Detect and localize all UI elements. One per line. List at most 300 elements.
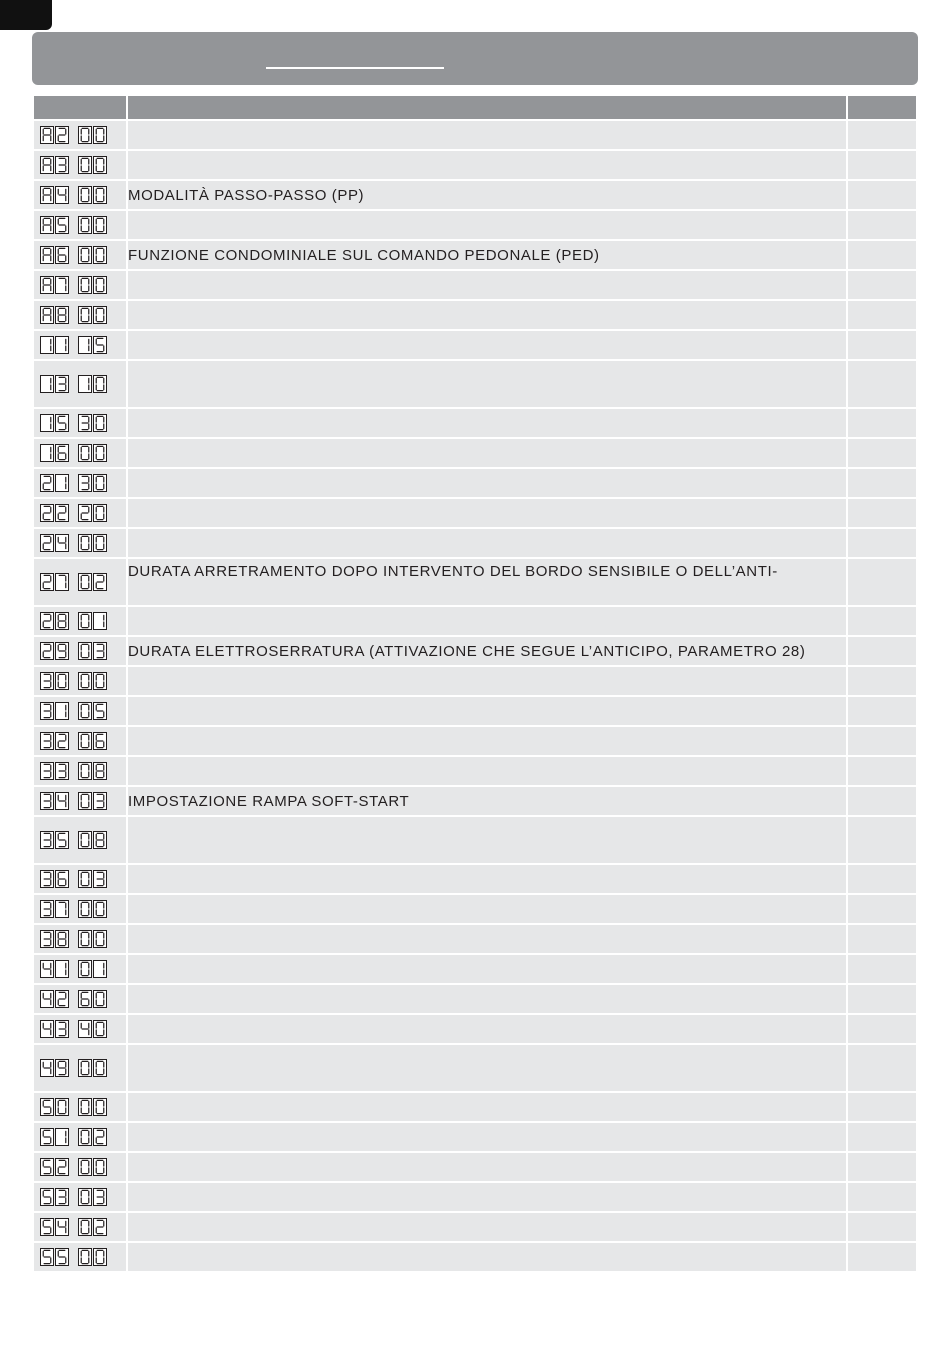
lcd-display — [34, 792, 126, 810]
parameter-code-cell — [34, 1045, 126, 1091]
seven-segment-digit — [40, 930, 54, 948]
seven-segment-digit — [40, 1098, 54, 1116]
parameter-value-display — [78, 642, 107, 660]
seven-segment-digit — [40, 573, 54, 591]
seven-segment-digit — [40, 534, 54, 552]
seven-segment-digit — [55, 216, 69, 234]
lcd-display — [34, 870, 126, 888]
parameter-code-cell — [34, 1213, 126, 1241]
parameter-code-display — [40, 1218, 69, 1236]
table-row — [34, 151, 916, 179]
parameter-description — [128, 1213, 846, 1241]
parameter-extra-cell — [848, 925, 916, 953]
seven-segment-digit — [93, 732, 107, 750]
parameter-code-cell — [34, 1243, 126, 1271]
parameter-code-display — [40, 414, 69, 432]
seven-segment-digit — [93, 792, 107, 810]
seven-segment-digit — [93, 1020, 107, 1038]
parameter-code-cell — [34, 1093, 126, 1121]
seven-segment-digit — [78, 1059, 92, 1077]
seven-segment-digit — [40, 474, 54, 492]
table-row — [34, 865, 916, 893]
seven-segment-digit — [93, 573, 107, 591]
parameter-value-display — [78, 186, 107, 204]
seven-segment-digit — [40, 1158, 54, 1176]
table-row — [34, 895, 916, 923]
parameter-description — [128, 1153, 846, 1181]
table-row — [34, 757, 916, 785]
parameter-code-cell — [34, 1153, 126, 1181]
table-row — [34, 559, 916, 605]
parameter-code-cell — [34, 529, 126, 557]
parameter-code-cell — [34, 865, 126, 893]
table-row — [34, 529, 916, 557]
lcd-display — [34, 1248, 126, 1266]
page-corner-tab — [0, 0, 52, 30]
seven-segment-digit — [93, 504, 107, 522]
table-row — [34, 985, 916, 1013]
lcd-display — [34, 156, 126, 174]
seven-segment-digit — [78, 762, 92, 780]
lcd-display — [34, 573, 126, 591]
lcd-display — [34, 1059, 126, 1077]
lcd-display — [34, 1020, 126, 1038]
parameter-description — [128, 151, 846, 179]
seven-segment-digit — [55, 1098, 69, 1116]
parameter-extra-cell — [848, 727, 916, 755]
parameter-code-display — [40, 156, 69, 174]
seven-segment-digit — [78, 1188, 92, 1206]
parameter-description — [128, 1123, 846, 1151]
parameter-extra-cell — [848, 757, 916, 785]
parameter-description: DURATA ARRETRAMENTO DOPO INTERVENTO DEL BORDO SENSIBILE O DELL’ANTI- — [128, 559, 846, 605]
table-row — [34, 331, 916, 359]
parameter-code-cell — [34, 817, 126, 863]
parameter-code-cell — [34, 1123, 126, 1151]
seven-segment-digit — [78, 336, 92, 354]
seven-segment-digit — [40, 246, 54, 264]
parameter-description — [128, 955, 846, 983]
parameter-value-display — [78, 306, 107, 324]
parameter-extra-cell — [848, 1183, 916, 1211]
lcd-display — [34, 126, 126, 144]
table-row — [34, 667, 916, 695]
parameter-description — [128, 271, 846, 299]
parameter-code-cell — [34, 757, 126, 785]
seven-segment-digit — [40, 792, 54, 810]
seven-segment-digit — [40, 306, 54, 324]
seven-segment-digit — [93, 216, 107, 234]
header-cell-description — [128, 96, 846, 119]
seven-segment-digit — [55, 1128, 69, 1146]
seven-segment-digit — [78, 156, 92, 174]
seven-segment-digit — [55, 870, 69, 888]
parameter-description — [128, 727, 846, 755]
parameter-code-cell — [34, 211, 126, 239]
seven-segment-digit — [93, 375, 107, 393]
seven-segment-digit — [55, 1020, 69, 1038]
parameter-code-display — [40, 1248, 69, 1266]
parameter-code-cell — [34, 727, 126, 755]
parameter-extra-cell — [848, 529, 916, 557]
seven-segment-digit — [55, 414, 69, 432]
parameter-code-display — [40, 1098, 69, 1116]
seven-segment-digit — [93, 831, 107, 849]
seven-segment-digit — [78, 216, 92, 234]
parameter-extra-cell — [848, 697, 916, 725]
parameter-table — [32, 94, 918, 1273]
table-row — [34, 469, 916, 497]
seven-segment-digit — [55, 504, 69, 522]
seven-segment-digit — [55, 1158, 69, 1176]
lcd-display — [34, 186, 126, 204]
parameter-description — [128, 895, 846, 923]
table-row — [34, 1045, 916, 1091]
parameter-code-cell — [34, 985, 126, 1013]
seven-segment-digit — [93, 186, 107, 204]
parameter-extra-cell — [848, 1093, 916, 1121]
parameter-value-display — [78, 1128, 107, 1146]
parameter-code-display — [40, 990, 69, 1008]
seven-segment-digit — [55, 990, 69, 1008]
seven-segment-digit — [78, 900, 92, 918]
seven-segment-digit — [55, 960, 69, 978]
seven-segment-digit — [55, 375, 69, 393]
seven-segment-digit — [93, 612, 107, 630]
parameter-description — [128, 607, 846, 635]
seven-segment-digit — [55, 246, 69, 264]
parameter-code-cell — [34, 301, 126, 329]
seven-segment-digit — [55, 474, 69, 492]
table-row — [34, 925, 916, 953]
parameter-code-display — [40, 960, 69, 978]
parameter-code-display — [40, 1188, 69, 1206]
seven-segment-digit — [93, 1059, 107, 1077]
parameter-code-cell — [34, 499, 126, 527]
lcd-display — [34, 276, 126, 294]
seven-segment-digit — [78, 612, 92, 630]
parameter-extra-cell — [848, 439, 916, 467]
parameter-extra-cell — [848, 499, 916, 527]
parameter-value-display — [78, 156, 107, 174]
table-body — [34, 121, 916, 1271]
table-row — [34, 121, 916, 149]
parameter-value-display — [78, 672, 107, 690]
parameter-code-display — [40, 930, 69, 948]
seven-segment-digit — [40, 216, 54, 234]
table-row — [34, 241, 916, 269]
seven-segment-digit — [40, 702, 54, 720]
parameter-code-cell — [34, 787, 126, 815]
seven-segment-digit — [55, 534, 69, 552]
seven-segment-digit — [78, 792, 92, 810]
parameter-code-cell — [34, 1015, 126, 1043]
lcd-display — [34, 1188, 126, 1206]
parameter-extra-cell — [848, 181, 916, 209]
lcd-display — [34, 831, 126, 849]
parameter-code-display — [40, 672, 69, 690]
lcd-display — [34, 960, 126, 978]
lcd-display — [34, 1128, 126, 1146]
parameter-value-display — [78, 1020, 107, 1038]
seven-segment-digit — [78, 246, 92, 264]
parameter-code-display — [40, 276, 69, 294]
parameter-value-display — [78, 336, 107, 354]
parameter-code-display — [40, 702, 69, 720]
header-cell-extra — [848, 96, 916, 119]
table-row — [34, 361, 916, 407]
table-row — [34, 727, 916, 755]
parameter-value-display — [78, 474, 107, 492]
parameter-code-display — [40, 216, 69, 234]
parameter-extra-cell — [848, 331, 916, 359]
seven-segment-digit — [78, 186, 92, 204]
table-row — [34, 181, 916, 209]
parameter-value-display — [78, 792, 107, 810]
seven-segment-digit — [55, 762, 69, 780]
parameter-description — [128, 361, 846, 407]
lcd-display — [34, 246, 126, 264]
lcd-display — [34, 762, 126, 780]
parameter-value-display — [78, 702, 107, 720]
parameter-extra-cell — [848, 1243, 916, 1271]
seven-segment-digit — [40, 762, 54, 780]
lcd-display — [34, 444, 126, 462]
seven-segment-digit — [55, 1248, 69, 1266]
parameter-value-display — [78, 960, 107, 978]
lcd-display — [34, 306, 126, 324]
seven-segment-digit — [55, 1188, 69, 1206]
seven-segment-digit — [78, 573, 92, 591]
seven-segment-digit — [55, 672, 69, 690]
lcd-display — [34, 702, 126, 720]
table-row — [34, 637, 916, 665]
parameter-code-cell — [34, 271, 126, 299]
parameter-code-cell — [34, 1183, 126, 1211]
seven-segment-digit — [40, 126, 54, 144]
table-row — [34, 697, 916, 725]
seven-segment-digit — [55, 156, 69, 174]
parameter-description — [128, 985, 846, 1013]
seven-segment-digit — [93, 1248, 107, 1266]
seven-segment-digit — [55, 702, 69, 720]
parameter-extra-cell — [848, 865, 916, 893]
parameter-code-cell — [34, 241, 126, 269]
parameter-description — [128, 499, 846, 527]
seven-segment-digit — [40, 186, 54, 204]
table-row — [34, 439, 916, 467]
lcd-display — [34, 1218, 126, 1236]
parameter-code-display — [40, 732, 69, 750]
table-row — [34, 211, 916, 239]
parameter-extra-cell — [848, 1045, 916, 1091]
seven-segment-digit — [55, 732, 69, 750]
parameter-value-display — [78, 375, 107, 393]
seven-segment-digit — [40, 732, 54, 750]
seven-segment-digit — [78, 702, 92, 720]
seven-segment-digit — [55, 573, 69, 591]
parameter-description — [128, 697, 846, 725]
seven-segment-digit — [78, 1218, 92, 1236]
parameter-extra-cell — [848, 637, 916, 665]
seven-segment-digit — [40, 612, 54, 630]
seven-segment-digit — [93, 1218, 107, 1236]
parameter-extra-cell — [848, 955, 916, 983]
parameter-code-cell — [34, 331, 126, 359]
seven-segment-digit — [78, 1098, 92, 1116]
parameter-code-display — [40, 126, 69, 144]
parameter-code-display — [40, 900, 69, 918]
seven-segment-digit — [40, 642, 54, 660]
table-row — [34, 1243, 916, 1271]
seven-segment-digit — [78, 276, 92, 294]
seven-segment-digit — [40, 1218, 54, 1236]
table-row — [34, 787, 916, 815]
seven-segment-digit — [93, 1128, 107, 1146]
lcd-display — [34, 1098, 126, 1116]
seven-segment-digit — [40, 156, 54, 174]
parameter-value-display — [78, 930, 107, 948]
seven-segment-digit — [93, 642, 107, 660]
seven-segment-digit — [55, 831, 69, 849]
parameter-code-cell — [34, 637, 126, 665]
parameter-code-display — [40, 336, 69, 354]
parameter-code-display — [40, 444, 69, 462]
parameter-code-cell — [34, 697, 126, 725]
parameter-code-display — [40, 1059, 69, 1077]
table-row — [34, 1153, 916, 1181]
table-row — [34, 301, 916, 329]
parameter-value-display — [78, 534, 107, 552]
lcd-display — [34, 732, 126, 750]
parameter-extra-cell — [848, 211, 916, 239]
parameter-description — [128, 529, 846, 557]
parameter-value-display — [78, 732, 107, 750]
parameter-value-display — [78, 870, 107, 888]
seven-segment-digit — [93, 126, 107, 144]
seven-segment-digit — [55, 1218, 69, 1236]
parameter-value-display — [78, 414, 107, 432]
lcd-display — [34, 642, 126, 660]
lcd-display — [34, 336, 126, 354]
parameter-extra-cell — [848, 151, 916, 179]
lcd-display — [34, 414, 126, 432]
seven-segment-digit — [78, 126, 92, 144]
lcd-display — [34, 612, 126, 630]
parameter-extra-cell — [848, 1015, 916, 1043]
seven-segment-digit — [93, 672, 107, 690]
seven-segment-digit — [40, 900, 54, 918]
seven-segment-digit — [93, 534, 107, 552]
seven-segment-digit — [93, 702, 107, 720]
parameter-description — [128, 1243, 846, 1271]
seven-segment-digit — [40, 831, 54, 849]
parameter-description — [128, 817, 846, 863]
parameter-description — [128, 1093, 846, 1121]
parameter-value-display — [78, 1218, 107, 1236]
parameter-extra-cell — [848, 1123, 916, 1151]
parameter-extra-cell — [848, 1153, 916, 1181]
table-row — [34, 607, 916, 635]
table-row — [34, 499, 916, 527]
seven-segment-digit — [93, 246, 107, 264]
parameter-code-cell — [34, 361, 126, 407]
parameter-code-cell — [34, 181, 126, 209]
lcd-display — [34, 1158, 126, 1176]
seven-segment-digit — [55, 186, 69, 204]
parameter-code-display — [40, 870, 69, 888]
seven-segment-digit — [55, 1059, 69, 1077]
lcd-display — [34, 474, 126, 492]
seven-segment-digit — [78, 306, 92, 324]
seven-segment-digit — [78, 930, 92, 948]
seven-segment-digit — [93, 336, 107, 354]
parameter-description — [128, 1183, 846, 1211]
seven-segment-digit — [40, 672, 54, 690]
seven-segment-digit — [40, 1020, 54, 1038]
parameter-code-display — [40, 1158, 69, 1176]
seven-segment-digit — [93, 762, 107, 780]
seven-segment-digit — [78, 375, 92, 393]
seven-segment-digit — [55, 642, 69, 660]
seven-segment-digit — [40, 414, 54, 432]
table-header-row — [34, 96, 916, 119]
parameter-code-cell — [34, 607, 126, 635]
seven-segment-digit — [55, 336, 69, 354]
parameter-extra-cell — [848, 361, 916, 407]
seven-segment-digit — [93, 960, 107, 978]
seven-segment-digit — [93, 900, 107, 918]
parameter-description — [128, 469, 846, 497]
lcd-display — [34, 216, 126, 234]
seven-segment-digit — [78, 732, 92, 750]
parameter-code-display — [40, 375, 69, 393]
parameter-code-display — [40, 762, 69, 780]
seven-segment-digit — [78, 1158, 92, 1176]
seven-segment-digit — [78, 642, 92, 660]
parameter-code-display — [40, 792, 69, 810]
parameter-extra-cell — [848, 985, 916, 1013]
seven-segment-digit — [40, 336, 54, 354]
lcd-display — [34, 504, 126, 522]
parameter-code-cell — [34, 895, 126, 923]
header-cell-code — [34, 96, 126, 119]
parameter-code-cell — [34, 955, 126, 983]
parameter-value-display — [78, 573, 107, 591]
parameter-extra-cell — [848, 409, 916, 437]
parameter-extra-cell — [848, 817, 916, 863]
parameter-code-display — [40, 504, 69, 522]
seven-segment-digit — [40, 504, 54, 522]
seven-segment-digit — [55, 792, 69, 810]
seven-segment-digit — [40, 1059, 54, 1077]
table-row — [34, 817, 916, 863]
parameter-value-display — [78, 1098, 107, 1116]
parameter-description — [128, 439, 846, 467]
parameter-extra-cell — [848, 469, 916, 497]
parameter-value-display — [78, 1059, 107, 1077]
parameter-value-display — [78, 1248, 107, 1266]
parameter-value-display — [78, 831, 107, 849]
seven-segment-digit — [40, 870, 54, 888]
section-header-banner — [32, 32, 918, 85]
parameter-extra-cell — [848, 301, 916, 329]
seven-segment-digit — [40, 1248, 54, 1266]
seven-segment-digit — [93, 1098, 107, 1116]
parameter-description — [128, 121, 846, 149]
seven-segment-digit — [93, 870, 107, 888]
parameter-code-cell — [34, 559, 126, 605]
